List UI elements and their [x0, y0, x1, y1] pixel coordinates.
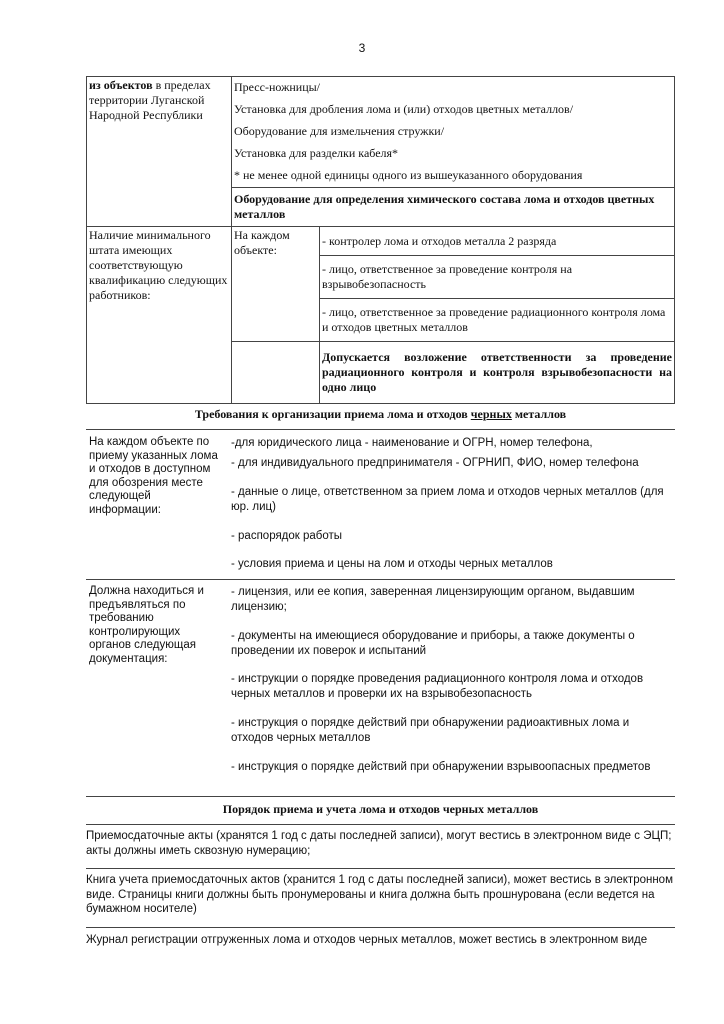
divider: [86, 927, 675, 928]
info-item: - распорядок работы: [231, 530, 343, 542]
equipment-item: Оборудование для измельчения стружки/: [234, 124, 445, 138]
equipment-item: Установка для дробления лома и (или) отходов цветных металлов/: [234, 102, 574, 116]
docs-item: - лицензия, или ее копия, заверенная лицензирующим органом, выдавшим лицензию;: [231, 586, 635, 613]
equipment-cell: [232, 77, 675, 227]
each-object-label: На каждом объекте:: [234, 228, 290, 257]
docs-item: - инструкция о порядке действий при обнаружении взрывоопасных предметов: [231, 761, 651, 773]
section-title-acceptance-order: Порядок приема и учета лома и отходов черных металлов: [222, 802, 539, 816]
divider: [86, 579, 675, 580]
staff-label-cell: [87, 227, 232, 404]
divider: [86, 796, 675, 797]
object-scope-text: в пределах территории Луганской Народной Республики: [89, 78, 211, 122]
empty-cell: [232, 342, 320, 404]
equipment-item: Пресс-ножницы/: [234, 80, 321, 94]
docs-item: - документы на имеющиеся оборудование и приборы, а также документы о проведении их поверок и испытаний: [231, 630, 635, 657]
section-title-part: металлов: [511, 407, 567, 421]
divider: [86, 429, 675, 430]
docs-label: Должна находиться и предъявляться по требованию контролирующих органов следующая документация:: [89, 585, 204, 665]
info-label: На каждом объекте по приему указанных лома и отходов в доступном для обозрения месте следующей информации:: [89, 436, 218, 516]
divider: [86, 868, 675, 869]
info-item: - данные о лице, ответственном за прием лома и отходов черных металлов (для юр. лиц): [231, 486, 664, 513]
staff-item: - лицо, ответственное за проведение радиационного контроля лома и отходов цветных металлов: [322, 305, 666, 334]
staff-item-cell: [320, 299, 675, 342]
object-scope-cell: [87, 77, 232, 227]
staff-note-cell: [320, 342, 675, 404]
staff-item-cell: [320, 256, 675, 299]
section-title-part: Требования к организации приема лома и отходов: [194, 407, 471, 421]
paragraph: Журнал регистрации отгруженных лома и отходов черных металлов, может вестись в электронном виде: [86, 934, 648, 946]
paragraph: Книга учета приемосдаточных актов (хранится 1 год с даты последней записи), может вестись в электронном виде. Страницы книги должны быть пронумерованы и книга должна быть прошнурована (если ведется на бумажном носителе): [86, 874, 673, 915]
object-scope-bold: из объектов: [89, 78, 153, 92]
docs-item: - инструкции о порядке проведения радиационного контроля лома и отходов черных металлов и проверки их на взрывобезопасность: [231, 673, 644, 700]
each-object-cell: [232, 227, 320, 342]
page-number: 3: [358, 41, 366, 55]
staff-item: - контролер лома и отходов металла 2 разряда: [322, 233, 557, 248]
staff-item-cell: [320, 227, 675, 256]
section-title-ferrous-requirements: [86, 407, 675, 422]
staff-note: Допускается возложение ответственности за проведение радиационного контроля и контроля взрывобезопасности на одно лицо: [322, 350, 672, 394]
info-item: - условия приема и цены на лом и отходы черных металлов: [231, 558, 553, 570]
staff-label: Наличие минимального штата имеющих соответствующую квалификацию следующих работников:: [89, 228, 228, 302]
docs-item: - инструкция о порядке действий при обнаружении радиоактивных лома и отходов черных металлов: [231, 717, 630, 744]
paragraph: Приемосдаточные акты (хранятся 1 год с даты последней записи), могут вестись в электронном виде с ЭЦП; акты должны иметь сквозную нумерацию;: [86, 830, 672, 857]
section-title-underlined: черных: [470, 407, 512, 421]
info-item: - для индивидуального предпринимателя - ОГРНИП, ФИО, номер телефона: [231, 457, 639, 469]
info-item: -для юридического лица - наименование и ОГРН, номер телефона,: [231, 437, 593, 449]
equipment-chemical: Оборудование для определения химического состава лома и отходов цветных металлов: [234, 192, 655, 221]
equipment-item: Установка для разделки кабеля*: [234, 146, 399, 160]
equipment-note: * не менее одной единицы одного из вышеуказанного оборудования: [232, 165, 674, 188]
staff-item: - лицо, ответственное за проведение контроля на взрывобезопасность: [322, 262, 573, 291]
divider: [86, 824, 675, 825]
equipment-staff-table: [86, 76, 675, 404]
